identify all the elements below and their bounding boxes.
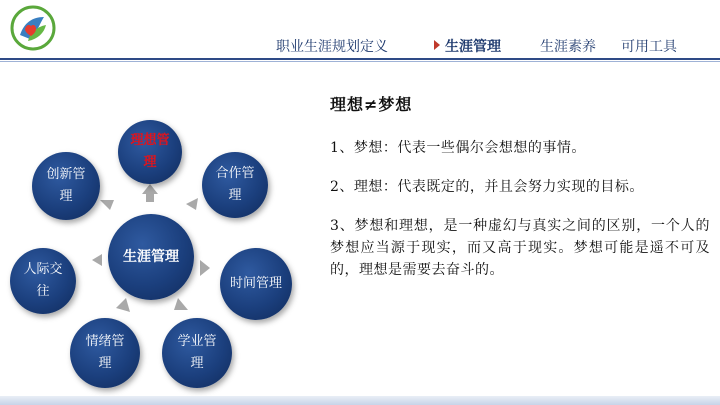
content-point-3: 3、梦想和理想，是一种虚幻与真实之间的区别，一个人的梦想应当源于现实，而又高于现实。梦想可能是遥不可及的，理想是需要去奋斗的。 [330, 218, 710, 278]
nav-item-career-management[interactable]: 生涯管理 [434, 36, 501, 56]
node-label: 人际交往 [23, 262, 63, 299]
node-study-management [162, 318, 232, 388]
center-node [108, 214, 194, 300]
nav-item-career-planning-definition[interactable]: 职业生涯规划定义 [276, 39, 388, 55]
nav-item-available-tools[interactable]: 可用工具 [621, 39, 677, 55]
node-time-management [220, 248, 292, 320]
node-interpersonal [10, 248, 76, 314]
content-panel [330, 92, 710, 298]
top-nav [0, 36, 720, 56]
career-management-diagram [0, 100, 320, 405]
content-point-1: 1、梦想：代表一些偶尔会想想的事情。 [330, 140, 586, 156]
header-divider-thin [0, 61, 720, 62]
node-innovation-management [32, 152, 100, 220]
node-label: 创新管理 [46, 167, 86, 204]
node-label: 时间管理 [230, 276, 283, 291]
node-label: 合作管理 [215, 166, 255, 203]
node-ideal-management [118, 120, 182, 184]
node-label: 情绪管理 [85, 334, 125, 371]
node-cooperation-management [202, 152, 268, 218]
header-divider [0, 58, 720, 60]
footer-bar [0, 396, 720, 405]
node-emotion-management [70, 318, 140, 388]
content-title: 理想≠梦想 [330, 95, 413, 114]
center-node-label: 生涯管理 [123, 249, 179, 265]
node-label: 学业管理 [177, 334, 217, 371]
nav-item-career-literacy[interactable]: 生涯素养 [540, 39, 596, 55]
node-label: 理想管理 [130, 133, 170, 170]
content-point-2: 2、理想：代表既定的，并且会努力实现的目标。 [330, 179, 644, 195]
